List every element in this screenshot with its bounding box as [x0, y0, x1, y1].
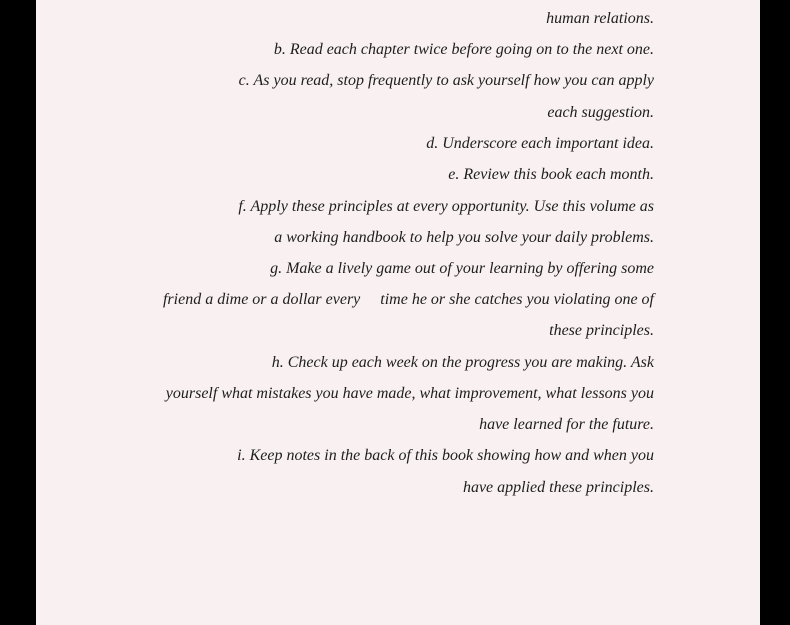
text-line: i. Keep notes in the back of this book showing how and when you: [237, 447, 654, 464]
text-line: d. Underscore each important idea.: [426, 135, 654, 152]
text-line: e. Review this book each month.: [448, 166, 654, 183]
text-line: g. Make a lively game out of your learning by offering some: [270, 260, 654, 277]
text-line: human relations.: [546, 10, 654, 27]
document-page: [36, 0, 760, 625]
text-line: friend a dime or a dollar every time he or she catches you violating one of: [162, 291, 654, 308]
text-line: b. Read each chapter twice before going on to the next one.: [273, 41, 654, 58]
text-line: have applied these principles.: [462, 479, 654, 496]
text-line: each suggestion.: [547, 104, 654, 121]
text-line: f. Apply these principles at every opportunity. Use this volume as: [238, 198, 654, 215]
text-line: h. Check up each week on the progress you are making. Ask: [271, 354, 654, 371]
text-line: c. As you read, stop frequently to ask yourself how you can apply: [238, 72, 654, 89]
text-line: yourself what mistakes you have made, what improvement, what lessons you: [165, 385, 654, 402]
text-line: have learned for the future.: [479, 416, 654, 433]
text-line: a working handbook to help you solve your daily problems.: [274, 229, 654, 246]
text-line: these principles.: [549, 322, 654, 339]
